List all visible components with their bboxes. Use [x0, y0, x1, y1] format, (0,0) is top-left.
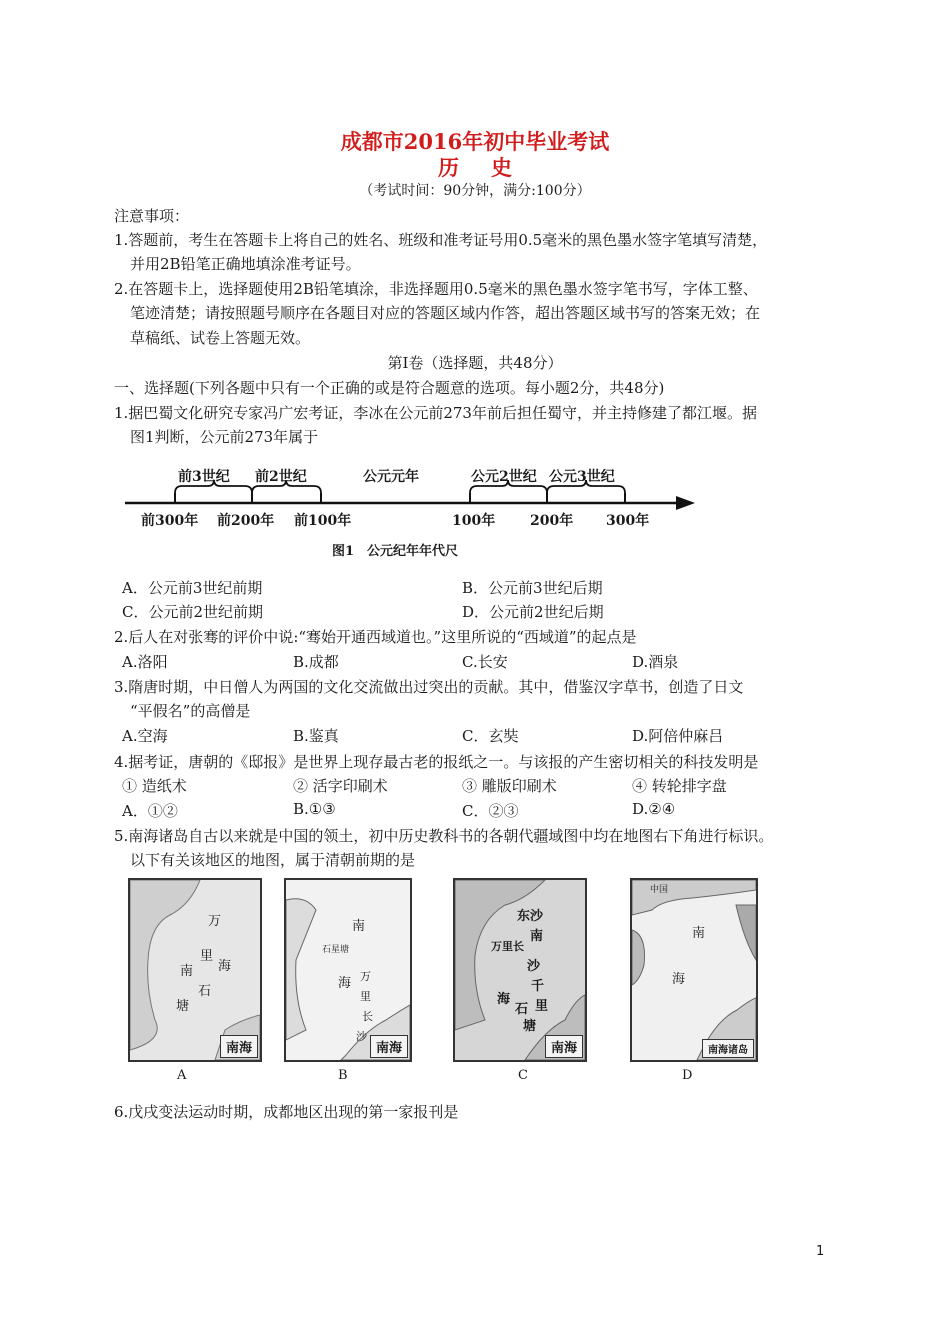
map-tag: 南海: [220, 1035, 258, 1058]
note-2-line-a: 2.在答题卡上，选择题使用2B铅笔填涂，非选择题用0.5毫米的黑色墨水签字笔书写，字体工整、: [114, 280, 758, 298]
map-glyph: 长: [362, 1010, 373, 1023]
q1-option-b[interactable]: B．公元前3世纪后期: [462, 579, 603, 597]
tick-label: 前300年: [141, 513, 199, 529]
map-tag: 南海诸岛: [702, 1039, 754, 1058]
map-label: B: [338, 1068, 348, 1083]
brace-label: 公元元年: [363, 469, 419, 485]
map-label: D: [682, 1068, 693, 1083]
q4-item-4: ④ 转轮排字盘: [632, 777, 727, 795]
map-glyph: 里: [360, 990, 371, 1003]
coastline-icon: [286, 880, 410, 1060]
map-glyph: 南: [692, 926, 706, 941]
coastline-icon: [130, 880, 260, 1060]
q3-option-c[interactable]: C．玄奘: [462, 727, 519, 745]
tick-label: 200年: [530, 513, 574, 529]
q1-stem-a: 1.据巴蜀文化研究专家冯广宏考证，李冰在公元前273年前后担任蜀守，并主持修建了都江堰。据: [114, 404, 757, 422]
subject-title: 历史: [438, 155, 544, 180]
q4-item-3: ③ 雕版印刷术: [462, 777, 557, 795]
q5-stem-b: 以下有关该地区的地图，属于清朝前期的是: [130, 851, 416, 869]
q2-option-c[interactable]: C.长安: [462, 653, 508, 671]
note-1-line-a: 1.答题前，考生在答题卡上将自己的姓名、班级和准考证号用0.5毫米的黑色墨水签字笔填写清楚，: [114, 231, 768, 249]
q4-option-d[interactable]: D.②④: [632, 800, 676, 818]
tick-label: 前100年: [294, 513, 352, 529]
q1-option-c[interactable]: C．公元前2世纪前期: [122, 603, 264, 621]
coastline-icon: [632, 880, 756, 1060]
map-d[interactable]: [630, 878, 758, 1062]
timeline-arrow: [676, 496, 695, 510]
q3-stem-b: “平假名”的高僧是: [130, 702, 251, 720]
brace-label: 公元2世纪: [471, 469, 537, 485]
q3-option-d[interactable]: D.阿倍仲麻吕: [632, 727, 724, 745]
q3-option-b[interactable]: B.鉴真: [293, 727, 339, 745]
map-label: A: [177, 1068, 187, 1083]
map-glyph: 万里长: [491, 940, 524, 953]
tick-label: 100年: [452, 513, 496, 529]
map-glyph: 沙: [527, 959, 541, 974]
tick-label: 300年: [606, 513, 650, 529]
map-glyph: 海: [218, 959, 232, 974]
q1-option-d[interactable]: D．公元前2世纪后期: [462, 603, 604, 621]
map-glyph: 南: [530, 929, 544, 944]
map-glyph: 万: [208, 914, 222, 929]
map-glyph: 石: [515, 1002, 529, 1017]
map-b[interactable]: [284, 878, 412, 1062]
q4-option-b[interactable]: B.①③: [293, 800, 336, 818]
brace-label: 前2世纪: [255, 469, 307, 485]
map-glyph: 东沙: [517, 909, 544, 924]
map-glyph: 里: [200, 949, 214, 964]
map-glyph: 塘: [176, 999, 190, 1014]
map-a[interactable]: [128, 878, 262, 1062]
section-instruction: 一、选择题(下列各题中只有一个正确的或是符合题意的选项。每小题2分，共48分): [114, 379, 665, 397]
map-tag: 南海: [545, 1035, 583, 1058]
map-glyph: 千: [531, 979, 545, 994]
q2-stem: 2.后人在对张骞的评价中说:“骞始开通西域道也。”这里所说的“西域道”的起点是: [114, 628, 637, 646]
note-2-line-c: 草稿纸、试卷上答题无效。: [130, 329, 311, 347]
q2-option-b[interactable]: B.成都: [293, 653, 339, 671]
map-glyph: 万: [360, 970, 371, 983]
map-glyph: 海: [338, 976, 352, 991]
map-glyph: 海: [672, 972, 686, 987]
exam-info: （考试时间：90分钟，满分:100分）: [359, 183, 591, 199]
figure-caption: 图1 公元纪年年代尺: [332, 544, 459, 559]
map-glyph: 南: [180, 964, 194, 979]
map-glyph: 南: [352, 919, 366, 934]
note-1-line-b: 并用2B铅笔正确地填涂准考证号。: [130, 255, 361, 273]
map-c[interactable]: [453, 878, 587, 1062]
notes-heading: 注意事项：: [114, 207, 190, 225]
q6-stem: 6.戊戌变法运动时期，成都地区出现的第一家报刊是: [114, 1103, 459, 1121]
map-glyph: 海: [497, 992, 511, 1007]
q4-option-c[interactable]: C．②③: [462, 802, 519, 820]
q5-stem-a: 5.南海诸岛自古以来就是中国的领土，初中历史教科书的各朝代疆域图中均在地图右下角进行标识。: [114, 827, 774, 845]
exam-title: 成都市2016年初中毕业考试: [340, 129, 610, 154]
q3-stem-a: 3.隋唐时期，中日僧人为两国的文化交流做出过突出的贡献。其中，借鉴汉字草书，创造了日文: [114, 678, 744, 696]
map-label: C: [518, 1068, 528, 1083]
q2-option-a[interactable]: A.洛阳: [122, 653, 168, 671]
map-glyph: 里: [535, 999, 549, 1014]
brace-label: 前3世纪: [178, 469, 230, 485]
q3-option-a[interactable]: A.空海: [122, 727, 168, 745]
map-glyph: 石星塘: [322, 945, 350, 955]
map-tag: 南海: [370, 1035, 408, 1058]
tick-label: 前200年: [217, 513, 275, 529]
q4-option-a[interactable]: A．①②: [122, 802, 178, 820]
brace-label: 公元3世纪: [549, 469, 615, 485]
q1-stem-b: 图1判断，公元前273年属于: [130, 428, 319, 446]
map-glyph: 沙: [356, 1030, 367, 1043]
map-glyph: 石: [198, 984, 212, 999]
q2-option-d[interactable]: D.酒泉: [632, 653, 679, 671]
note-2-line-b: 笔迹清楚；请按照题号顺序在各题目对应的答题区域内作答，超出答题区域书写的答案无效；在: [130, 304, 761, 322]
q4-stem: 4.据考证，唐朝的《邸报》是世界上现存最古老的报纸之一。与该报的产生密切相关的科技发明是: [114, 753, 759, 771]
volume-heading: 第Ⅰ卷（选择题，共48分）: [387, 354, 563, 372]
map-glyph: 塘: [523, 1019, 537, 1034]
map-glyph: 中国: [650, 885, 669, 895]
q4-item-1: ① 造纸术: [122, 777, 187, 795]
q1-option-a[interactable]: A．公元前3世纪前期: [122, 579, 263, 597]
page-number: 1: [816, 1244, 825, 1259]
q4-item-2: ② 活字印刷术: [293, 777, 388, 795]
